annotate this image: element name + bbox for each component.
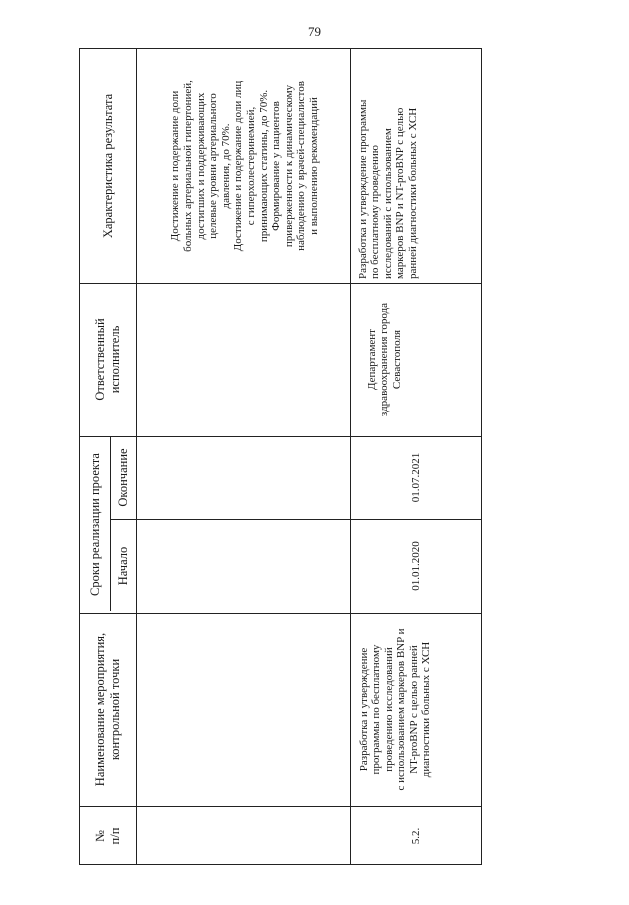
result-line: больных артериальной гипертонией, <box>182 80 195 252</box>
result-line: с гиперхолестеринемией, <box>245 106 257 226</box>
result-line: Разработка и утверждение программы <box>357 99 369 279</box>
row1-result <box>140 49 350 283</box>
row2-end-date <box>406 436 426 519</box>
header-terms-text: Сроки реализации проекта <box>87 453 102 596</box>
row2-start-date <box>406 519 426 613</box>
header-terms <box>80 436 110 613</box>
result-line: достигших и поддерживающих <box>194 92 207 240</box>
header-divider <box>136 49 137 864</box>
result-line: и выполнению рекомендаций <box>307 97 320 235</box>
header-responsible-line: Ответственный <box>93 318 107 401</box>
name-line: проведению исследований <box>382 647 395 772</box>
responsible-line: Севастополя <box>390 329 403 390</box>
result-paragraph <box>270 81 320 251</box>
name-line: программы по бесплатному <box>370 644 383 775</box>
header-name <box>80 613 136 806</box>
header-result <box>80 49 136 283</box>
results-table <box>79 48 482 865</box>
responsible-line: здравоохранения города <box>378 302 391 417</box>
responsible-line: Департамент <box>366 329 378 391</box>
page-number: 79 <box>308 24 321 39</box>
result-line: маркеров BNP и NT-proBNP с целью <box>394 107 407 279</box>
header-result-text: Характеристика результата <box>100 93 115 239</box>
row2-number <box>406 806 426 866</box>
result-line: приверженности к динамическому <box>282 84 295 248</box>
header-end <box>110 436 136 519</box>
name-line: Разработка и утверждение <box>358 647 370 772</box>
header-end-text: Окончание <box>115 448 130 507</box>
header-name-line: контрольной точки <box>108 658 122 761</box>
header-responsible-line: исполнитель <box>108 325 122 394</box>
header-number <box>80 806 136 866</box>
header-start <box>110 519 136 613</box>
row2-name <box>358 613 480 806</box>
result-line: принимающих статины, до 70%. <box>257 89 270 243</box>
result-paragraph <box>169 80 232 252</box>
row-number: 5.2. <box>409 827 422 845</box>
result-line: Формирование у пациентов <box>270 101 283 231</box>
result-line: Достижение и подержание доли <box>169 90 182 242</box>
name-line: с использованием маркеров BNP и <box>395 628 408 791</box>
result-line: давления, до 70%. <box>219 123 232 209</box>
end-date: 01.07.2021 <box>409 452 422 503</box>
header-name-line: Наименование мероприятия, <box>93 632 107 787</box>
name-line: диагностики больных с ХСН <box>420 641 433 778</box>
name-line: NT-proBNP с целью ранней <box>407 645 420 774</box>
row-divider <box>350 49 351 864</box>
result-line: ранней диагностики больных с ХСН <box>406 107 419 279</box>
result-line: целевые уровни артериального <box>207 93 220 239</box>
result-paragraph <box>232 81 270 252</box>
start-date: 01.01.2020 <box>409 541 422 591</box>
row2-result <box>357 49 482 283</box>
result-line: Достижение и подержание доли лиц <box>232 80 245 252</box>
header-number-line: № <box>93 830 107 842</box>
row2-responsible <box>366 283 476 436</box>
result-line: по бесплатному проведению <box>369 144 382 279</box>
result-line: наблюдению у врачей-специалистов <box>295 81 308 251</box>
header-start-text: Начало <box>115 546 130 586</box>
header-responsible <box>80 283 136 436</box>
result-line: исследований с использованием <box>381 128 394 279</box>
header-number-line: п/п <box>108 827 122 845</box>
